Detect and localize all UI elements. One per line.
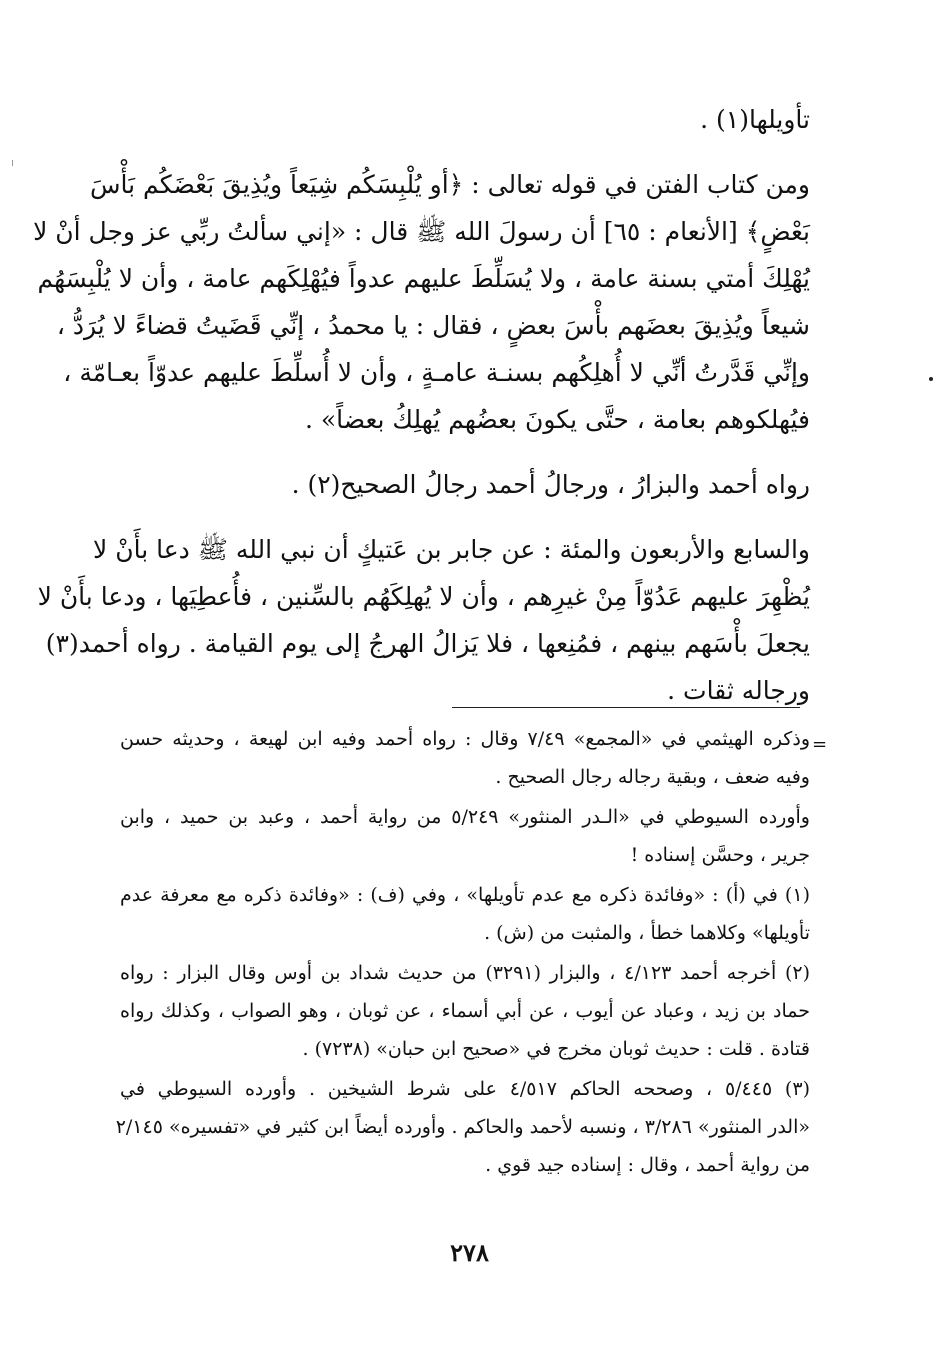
text-line: رواه أحمد والبزارُ ، ورجالُ أحمد رجالُ الصحيح(٢) . <box>291 470 810 499</box>
text-line: يُظْهِرَ عليهم عَدُوّاً مِنْ غيرِهم ، وأن لا يُهلِكَهُم بالسِّنين ، فأُعطِيَها ، ودعا بأَنْ لا <box>37 582 810 611</box>
page-number: ٢٧٨ <box>450 1238 489 1267</box>
text-line: وذكره الهيثمي في «المجمع» ٧/٤٩ وقال : رواه أحمد وفيه ابن لهيعة ، وحديثه حسن <box>120 728 810 750</box>
text-line: والسابع والأربعون والمئة : عن جابر بن عَتيكٍ أن نبي الله ﷺ دعا بأَنْ لا <box>93 535 810 564</box>
text-line: (١) في (أ) : «وفائدة ذكره مع عدم تأويلها» ، وفي (ف) : «وفائدة ذكره مع معرفة عدم <box>120 884 810 906</box>
text-line: فيُهلكوهم بعامة ، حتَّى يكونَ بعضُهم يُهلِكُ بعضاً» . <box>304 405 810 434</box>
body-paragraph <box>37 526 810 714</box>
text-line: حماد بن زيد ، وعباد عن أيوب ، عن أبي أسماء ، عن ثوبان ، وهو الصواب ، وكذلك رواه <box>120 1000 810 1022</box>
footnote-continuation-mark: = <box>812 734 828 755</box>
text-line: تأويلها(١) . <box>700 105 810 134</box>
text-line: بَعْضٍ﴾ [الأنعام : ٦٥] أن رسولَ الله ﷺ قال : «إني سألتُ ربِّي عز وجل أنْ لا <box>33 217 810 246</box>
footnote-paragraph <box>120 954 810 1068</box>
body-paragraph <box>33 161 810 443</box>
body-paragraph <box>120 96 810 143</box>
text-line: وإنِّي قَدَّرتُ أنِّي لا أُهلِكُهم بسنـة عامـةٍ ، وأن لا أُسلِّطَ عليهم عدوّاً بعـامّة ، <box>63 358 810 387</box>
footnote-paragraph <box>120 798 810 874</box>
text-line: قتادة . قلت : حديث ثوبان مخرج في «صحيح ابن حبان» (٧٢٣٨) . <box>302 1038 810 1060</box>
footnotes <box>115 720 810 1186</box>
scan-dot <box>929 377 933 381</box>
scan-mark <box>12 160 13 166</box>
text-line: من رواية أحمد ، وقال : إسناده جيد قوي . <box>485 1154 810 1176</box>
text-line: شيعاً ويُذِيقَ بعضَهم بأْسَ بعضٍ ، فقال : يا محمدُ ، إنِّي قَضَيتُ قضاءً لا يُرَدُّ ، <box>56 311 810 340</box>
text-line: (٢) أخرجه أحمد ٤/١٢٣ ، والبزار (٣٢٩١) من حديث شداد بن أوس وقال البزار : رواه <box>120 962 810 984</box>
text-line: جرير ، وحسَّن إسناده ! <box>630 844 810 866</box>
footnote-paragraph <box>120 876 810 952</box>
text-line: وأورده السيوطي في «الـدر المنثور» ٥/٢٤٩ من رواية أحمد ، وعبد بن حميد ، وابن <box>120 806 810 828</box>
body-paragraph <box>120 461 810 508</box>
text-line: تأويلها» وكلاهما خطأ ، والمثبت من (ش) . <box>484 922 810 944</box>
text-line: «الدر المنثور» ٣/٢٨٦ ، ونسبه لأحمد والحاكم . وأورده أيضاً ابن كثير في «تفسيره» ٢/١٤٥ <box>115 1116 810 1138</box>
text-line: ورجاله ثقات . <box>667 676 810 705</box>
footnote-paragraph <box>115 1070 810 1184</box>
main-text <box>33 96 810 732</box>
text-line: وفيه ضعف ، وبقية رجاله رجال الصحيح . <box>495 766 810 788</box>
footnote-paragraph <box>120 720 810 796</box>
text-line: (٣) ٥/٤٤٥ ، وصححه الحاكم ٤/٥١٧ على شرط الشيخين . وأورده السيوطي في <box>120 1078 810 1100</box>
text-line: يُهْلِكَ أمتي بسنة عامة ، ولا يُسَلِّطَ عليهم عدواً فيُهْلِكَهم عامة ، وأن لا يُلْبِسَهُم <box>37 264 810 293</box>
text-line: ومن كتاب الفتن في قوله تعالى : ﴿أو يُلْبِسَكُم شِيَعاً ويُذِيقَ بَعْضَكُم بَأْسَ <box>90 170 810 199</box>
footnote-separator <box>452 707 800 708</box>
text-line: يجعلَ بأْسَهم بينهم ، فمُنِعها ، فلا يَزالُ الهرجُ إلى يوم القيامة . رواه أحمد(٣) <box>45 629 810 658</box>
